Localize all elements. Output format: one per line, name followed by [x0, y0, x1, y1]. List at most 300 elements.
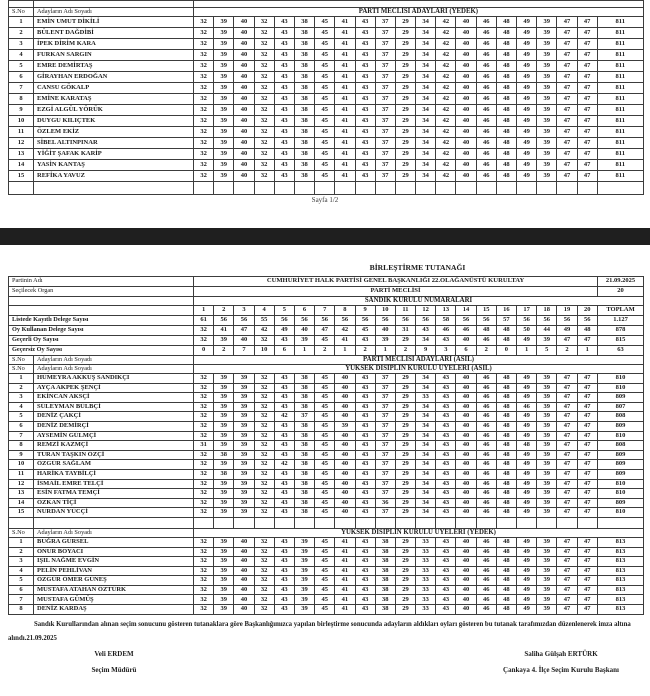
vote-cell: 47 [557, 138, 577, 149]
vote-cell: 39 [234, 508, 254, 518]
vote-cell: 56 [557, 316, 577, 326]
vote-cell: 47 [557, 127, 577, 138]
vote-cell: 32 [254, 94, 274, 105]
vote-cell: 38 [294, 374, 314, 384]
vote-cell: 56 [315, 316, 335, 326]
vote-cell: 41 [335, 149, 355, 160]
vote-cell: 49 [517, 39, 537, 50]
vote-cell: 48 [496, 479, 516, 489]
stat-row [9, 336, 644, 346]
vote-cell: 41 [335, 576, 355, 586]
vote-cell: 40 [234, 39, 254, 50]
vote-cell: 34 [416, 17, 436, 28]
vote-cell: 48 [496, 547, 516, 557]
vote-cell: 48 [496, 460, 516, 470]
total-cell: 809 [598, 460, 644, 470]
vote-cell: 43 [436, 557, 456, 567]
vote-cell: 39 [214, 402, 234, 412]
vote-cell: 39 [214, 585, 234, 595]
vote-cell: 47 [577, 479, 597, 489]
vote-cell: 3 [436, 346, 456, 356]
candidate-row [9, 489, 644, 499]
vote-cell: 40 [456, 566, 476, 576]
row-number: 8 [9, 441, 34, 451]
vote-cell: 32 [254, 595, 274, 605]
vote-cell: 46 [476, 431, 496, 441]
vote-cell: 48 [496, 326, 516, 336]
vote-cell: 41 [335, 160, 355, 171]
vote-cell: 40 [234, 61, 254, 72]
vote-cell: 32 [254, 441, 274, 451]
vote-cell: 56 [234, 316, 254, 326]
vote-cell: 40 [234, 116, 254, 127]
vote-cell: 45 [315, 17, 335, 28]
vote-cell: 45 [315, 50, 335, 61]
vote-cell: 46 [476, 160, 496, 171]
vote-cell: 48 [476, 326, 496, 336]
vote-cell: 32 [194, 595, 214, 605]
vote-cell: 43 [436, 460, 456, 470]
vote-cell: 37 [375, 39, 395, 50]
row-number: 10 [9, 116, 34, 127]
vote-cell: 37 [375, 441, 395, 451]
vote-cell: 41 [335, 61, 355, 72]
vote-cell: 32 [194, 537, 214, 547]
vote-cell: 41 [335, 72, 355, 83]
vote-cell: 39 [335, 421, 355, 431]
ballot-number-cell: 9 [355, 306, 375, 316]
vote-cell: 48 [496, 336, 516, 346]
blank-cell [9, 297, 194, 306]
vote-cell: 48 [577, 326, 597, 336]
candidate-name: EMİN UMUT DİKİLİ [34, 17, 194, 28]
total-cell: 809 [598, 450, 644, 460]
vote-cell: 32 [194, 149, 214, 160]
vote-cell: 47 [557, 393, 577, 403]
vote-cell: 38 [294, 149, 314, 160]
vote-cell: 49 [517, 393, 537, 403]
total-cell: 810 [598, 431, 644, 441]
vote-cell: 32 [254, 547, 274, 557]
vote-cell: 39 [234, 460, 254, 470]
vote-cell: 48 [496, 171, 516, 182]
vote-cell: 56 [214, 316, 234, 326]
vote-cell: 47 [577, 566, 597, 576]
vote-cell: 43 [355, 39, 375, 50]
vote-cell: 37 [375, 61, 395, 72]
section-title: PARTİ MECLİSİ ADAYLARI (YEDEK) [194, 8, 644, 17]
vote-cell: 48 [496, 489, 516, 499]
vote-cell: 43 [274, 374, 294, 384]
vote-cell: 43 [355, 149, 375, 160]
vote-cell: 29 [395, 72, 415, 83]
vote-cell: 32 [254, 336, 274, 346]
vote-cell: 34 [416, 160, 436, 171]
vote-cell: 49 [517, 336, 537, 346]
vote-cell: 48 [496, 39, 516, 50]
total-cell: 808 [598, 412, 644, 422]
vote-cell: 43 [274, 105, 294, 116]
vote-cell: 40 [234, 336, 254, 346]
vote-cell: 45 [315, 138, 335, 149]
stat-row [9, 326, 644, 336]
vote-cell: 29 [395, 138, 415, 149]
vote-cell: 47 [557, 460, 577, 470]
vote-cell: 32 [194, 421, 214, 431]
vote-cell: 39 [234, 374, 254, 384]
vote-cell: 37 [375, 402, 395, 412]
vote-cell: 49 [517, 72, 537, 83]
vote-cell: 32 [254, 105, 274, 116]
vote-cell: 47 [557, 566, 577, 576]
vote-cell: 43 [436, 605, 456, 615]
vote-cell: 47 [577, 576, 597, 586]
vote-cell: 39 [214, 537, 234, 547]
row-number: 13 [9, 489, 34, 499]
vote-cell: 49 [517, 498, 537, 508]
vote-cell: 39 [537, 105, 557, 116]
vote-cell: 32 [254, 383, 274, 393]
vote-cell: 47 [557, 336, 577, 346]
vote-cell: 42 [254, 326, 274, 336]
sno-header: S.No [9, 365, 34, 374]
vote-cell: 47 [577, 441, 597, 451]
total-cell: 811 [597, 171, 643, 182]
vote-cell: 46 [476, 393, 496, 403]
vote-cell: 49 [517, 479, 537, 489]
vote-cell: 37 [375, 149, 395, 160]
vote-cell: 41 [335, 537, 355, 547]
vote-cell: 48 [496, 50, 516, 61]
candidate-row [9, 116, 644, 127]
vote-cell: 43 [355, 576, 375, 586]
vote-cell: 49 [557, 326, 577, 336]
vote-cell: 43 [355, 412, 375, 422]
row-number: 15 [9, 171, 34, 182]
vote-cell: 38 [294, 383, 314, 393]
vote-cell: 37 [294, 412, 314, 422]
ballot-header: SANDIK KURULU NUMARALARI [194, 297, 644, 306]
vote-cell: 39 [234, 421, 254, 431]
candidate-row [9, 17, 644, 28]
vote-cell: 47 [577, 116, 597, 127]
vote-cell: 32 [194, 402, 214, 412]
vote-cell: 29 [395, 160, 415, 171]
vote-cell: 43 [355, 421, 375, 431]
vote-cell: 39 [537, 547, 557, 557]
candidate-row [9, 61, 644, 72]
name-header: Adayların Adı Soyadı [34, 528, 194, 537]
blank-cell [436, 517, 456, 528]
blank-cell [34, 517, 194, 528]
vote-cell: 41 [335, 116, 355, 127]
vote-cell: 43 [355, 374, 375, 384]
vote-cell: 40 [234, 595, 254, 605]
vote-cell: 39 [537, 149, 557, 160]
vote-cell: 34 [416, 105, 436, 116]
vote-cell: 39 [214, 127, 234, 138]
candidate-name: AYSEMİN GÜLMÇİ [34, 431, 194, 441]
vote-cell: 34 [416, 127, 436, 138]
total-cell: 811 [597, 149, 643, 160]
vote-cell: 29 [395, 116, 415, 127]
row-number: 3 [9, 557, 34, 567]
vote-cell: 34 [416, 116, 436, 127]
candidate-row [9, 605, 644, 615]
vote-cell: 48 [496, 116, 516, 127]
vote-cell: 48 [496, 508, 516, 518]
vote-cell: 40 [456, 61, 476, 72]
vote-cell: 43 [436, 566, 456, 576]
vote-cell: 29 [395, 595, 415, 605]
vote-cell: 29 [395, 479, 415, 489]
vote-cell: 45 [315, 508, 335, 518]
vote-cell: 43 [274, 431, 294, 441]
vote-cell: 40 [335, 393, 355, 403]
vote-cell: 41 [335, 50, 355, 61]
candidate-name: BUĞRA GÜRSEL [34, 537, 194, 547]
vote-cell: 40 [335, 479, 355, 489]
blank-cell [456, 517, 476, 528]
vote-cell: 37 [375, 138, 395, 149]
vote-cell: 49 [517, 508, 537, 518]
vote-cell: 32 [254, 39, 274, 50]
vote-cell: 37 [375, 17, 395, 28]
vote-cell: 48 [496, 421, 516, 431]
vote-cell: 48 [496, 17, 516, 28]
vote-cell: 38 [214, 450, 234, 460]
vote-cell: 49 [517, 605, 537, 615]
vote-cell: 29 [395, 441, 415, 451]
vote-cell: 32 [194, 138, 214, 149]
empty-row [9, 517, 644, 528]
party-council-reserve-table [8, 0, 644, 195]
vote-cell: 39 [214, 508, 234, 518]
vote-cell: 45 [315, 479, 335, 489]
total-cell: 809 [598, 393, 644, 403]
blank-cell [214, 517, 234, 528]
vote-cell: 43 [355, 160, 375, 171]
merge-protocol-table [8, 276, 644, 615]
vote-cell: 37 [375, 83, 395, 94]
candidate-row [9, 566, 644, 576]
vote-cell: 40 [294, 326, 314, 336]
vote-cell: 37 [375, 50, 395, 61]
vote-cell: 33 [416, 537, 436, 547]
candidate-name: ÖZGÜR ÖMER GÜNEŞ [34, 576, 194, 586]
vote-cell: 43 [355, 469, 375, 479]
vote-cell: 32 [194, 460, 214, 470]
vote-cell: 43 [436, 576, 456, 586]
vote-cell: 43 [355, 393, 375, 403]
vote-cell: 46 [476, 576, 496, 586]
vote-cell: 39 [537, 585, 557, 595]
vote-cell: 32 [254, 28, 274, 39]
candidate-name: BÜLENT DAĞDİBİ [34, 28, 194, 39]
vote-cell: 47 [557, 498, 577, 508]
ballot-number-cell: 6 [294, 306, 314, 316]
vote-cell: 39 [214, 547, 234, 557]
signer-name: Saliha Gülşah ERTÜRK [524, 650, 598, 658]
vote-cell: 39 [214, 39, 234, 50]
vote-cell: 47 [557, 469, 577, 479]
vote-cell: 41 [335, 127, 355, 138]
vote-cell: 47 [557, 149, 577, 160]
candidate-name: EMRE DEMİRTAŞ [34, 61, 194, 72]
vote-cell: 40 [234, 72, 254, 83]
vote-cell: 37 [375, 105, 395, 116]
vote-cell: 38 [294, 421, 314, 431]
vote-cell: 43 [436, 374, 456, 384]
vote-cell: 46 [476, 336, 496, 346]
vote-cell: 47 [557, 576, 577, 586]
vote-cell: 40 [456, 547, 476, 557]
vote-cell: 46 [476, 566, 496, 576]
vote-cell: 39 [214, 116, 234, 127]
vote-cell: 47 [577, 469, 597, 479]
vote-cell: 37 [375, 421, 395, 431]
vote-cell: 40 [456, 595, 476, 605]
vote-cell: 49 [517, 149, 537, 160]
vote-cell: 38 [375, 557, 395, 567]
vote-cell: 38 [294, 138, 314, 149]
vote-cell: 37 [375, 450, 395, 460]
blank-cell [355, 517, 375, 528]
vote-cell: 43 [274, 498, 294, 508]
candidate-name: EZGİ ALGÜL YÖRÜK [34, 105, 194, 116]
vote-cell: 46 [476, 383, 496, 393]
vote-cell: 46 [436, 326, 456, 336]
vote-cell: 34 [416, 374, 436, 384]
vote-cell: 39 [294, 605, 314, 615]
vote-cell: 39 [214, 50, 234, 61]
vote-cell: 43 [274, 116, 294, 127]
total-cell: 813 [598, 557, 644, 567]
vote-cell: 32 [194, 105, 214, 116]
vote-cell: 39 [294, 576, 314, 586]
candidate-name: ONUR BOYACI [34, 547, 194, 557]
vote-cell: 47 [557, 17, 577, 28]
vote-cell: 32 [194, 605, 214, 615]
vote-cell: 43 [355, 537, 375, 547]
vote-cell: 47 [577, 431, 597, 441]
vote-cell: 46 [476, 421, 496, 431]
vote-cell: 48 [496, 605, 516, 615]
blank-cell [9, 517, 34, 528]
vote-cell: 42 [436, 83, 456, 94]
vote-cell: 47 [577, 61, 597, 72]
vote-cell: 32 [194, 50, 214, 61]
vote-cell: 46 [476, 469, 496, 479]
vote-cell: 46 [476, 94, 496, 105]
vote-cell: 45 [315, 94, 335, 105]
vote-cell: 29 [395, 498, 415, 508]
vote-cell: 41 [335, 585, 355, 595]
vote-cell: 39 [294, 547, 314, 557]
party-label: Partinin Adı [9, 277, 194, 287]
vote-cell: 47 [577, 605, 597, 615]
row-number: 1 [9, 17, 34, 28]
candidate-name: CANSU GÖKALP [34, 83, 194, 94]
vote-cell: 32 [254, 160, 274, 171]
vote-cell: 40 [456, 469, 476, 479]
vote-cell: 42 [436, 39, 456, 50]
candidate-row [9, 576, 644, 586]
vote-cell: 49 [517, 138, 537, 149]
ballot-number-cell: 16 [496, 306, 516, 316]
vote-cell: 32 [194, 116, 214, 127]
row-number: 5 [9, 576, 34, 586]
vote-cell: 40 [456, 421, 476, 431]
vote-cell: 49 [517, 61, 537, 72]
vote-cell: 43 [274, 489, 294, 499]
vote-cell: 39 [294, 595, 314, 605]
vote-cell: 41 [335, 566, 355, 576]
blank-cell [537, 517, 557, 528]
vote-cell: 39 [537, 61, 557, 72]
ballot-number-cell: 7 [315, 306, 335, 316]
vote-cell: 32 [254, 450, 274, 460]
vote-cell: 40 [456, 39, 476, 50]
vote-cell: 39 [214, 595, 234, 605]
vote-cell: 46 [476, 83, 496, 94]
candidate-row [9, 441, 644, 451]
blank-cell [537, 182, 557, 195]
candidate-row [9, 127, 644, 138]
vote-cell: 40 [234, 537, 254, 547]
vote-cell: 43 [274, 39, 294, 50]
blank-cell [395, 182, 415, 195]
vote-cell: 47 [557, 39, 577, 50]
vote-cell: 29 [395, 537, 415, 547]
ballot-number-cell: 18 [537, 306, 557, 316]
vote-cell: 49 [517, 160, 537, 171]
vote-cell: 32 [194, 585, 214, 595]
candidate-name: HÜMEYRA AKKUŞ SANDIKÇI [34, 374, 194, 384]
vote-cell: 49 [517, 431, 537, 441]
vote-cell: 42 [436, 138, 456, 149]
total-cell: 809 [598, 498, 644, 508]
vote-cell: 49 [517, 50, 537, 61]
vote-cell: 45 [355, 326, 375, 336]
vote-cell: 45 [315, 39, 335, 50]
blank-cell [194, 1, 644, 8]
vote-cell: 33 [416, 585, 436, 595]
signer-title: Çankaya 4. İlçe Seçim Kurulu Başkanı [503, 666, 619, 674]
vote-cell: 39 [234, 393, 254, 403]
vote-cell: 38 [294, 431, 314, 441]
candidate-row [9, 557, 644, 567]
signature-block-right [478, 646, 644, 678]
candidate-row [9, 412, 644, 422]
vote-cell: 47 [577, 508, 597, 518]
vote-cell: 43 [355, 105, 375, 116]
row-number: 10 [9, 460, 34, 470]
vote-cell: 47 [577, 595, 597, 605]
ballot-number-cell: 5 [274, 306, 294, 316]
vote-cell: 46 [476, 127, 496, 138]
vote-cell: 0 [194, 346, 214, 356]
vote-cell: 9 [416, 346, 436, 356]
vote-cell: 39 [537, 383, 557, 393]
vote-cell: 40 [456, 83, 476, 94]
vote-cell: 47 [577, 105, 597, 116]
vote-cell: 39 [537, 17, 557, 28]
vote-cell: 40 [456, 17, 476, 28]
total-cell: 810 [598, 374, 644, 384]
vote-cell: 32 [254, 138, 274, 149]
vote-cell: 43 [355, 72, 375, 83]
